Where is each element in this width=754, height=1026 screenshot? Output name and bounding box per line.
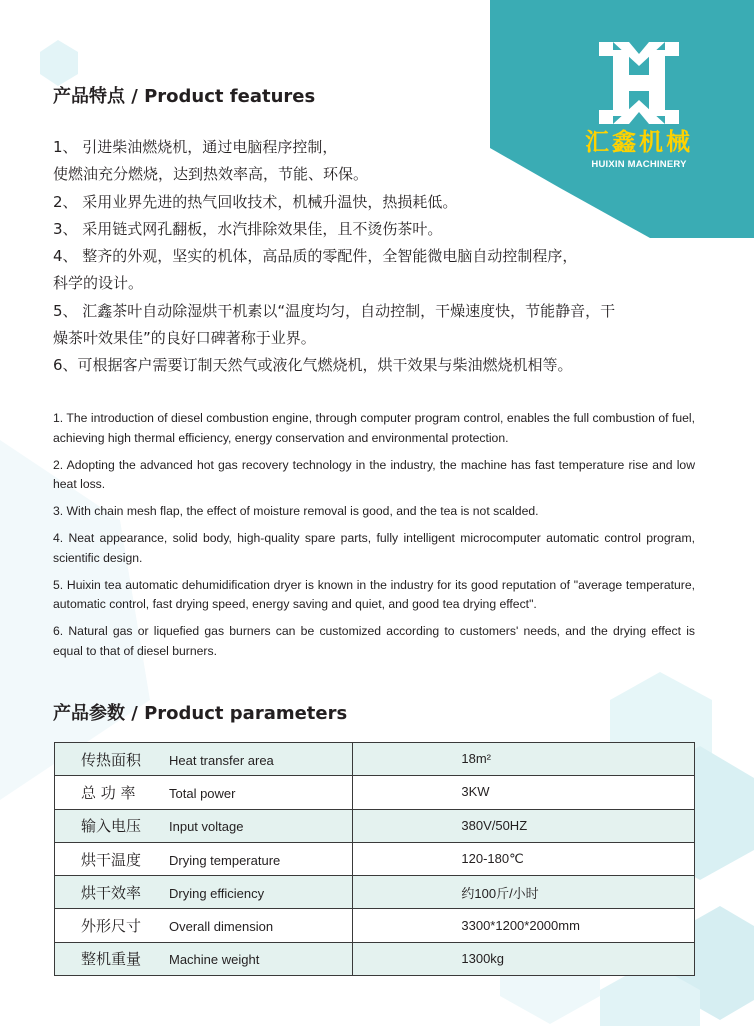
param-en-label: Overall dimension <box>169 919 274 935</box>
feature-cn-line: 使燃油充分燃烧，达到热效率高，节能、环保。 <box>53 165 369 184</box>
features-english-list <box>53 409 695 669</box>
param-label-cell <box>55 743 353 776</box>
table-row <box>55 776 695 809</box>
param-label-cell <box>55 809 353 842</box>
param-cn-label: 烘干效率 <box>81 883 142 902</box>
param-value-cell <box>353 776 695 809</box>
param-value: 18m² <box>461 751 491 767</box>
param-value: 3KW <box>461 784 490 800</box>
param-label-cell <box>55 776 353 809</box>
table-row <box>55 909 695 942</box>
param-value: 3300*1200*2000mm <box>461 917 580 933</box>
param-cn-label: 总 功 率 <box>81 783 136 802</box>
feature-cn-line: 燥茶叶效果佳”的良好口碑著称于业界。 <box>53 329 316 348</box>
features-chinese-list <box>53 134 713 380</box>
feature-en-item: 2. Adopting the advanced hot gas recovery technology in the industry, the machine has fast temperature rise and low heat loss. <box>53 457 695 491</box>
feature-cn-line: 5、 汇鑫茶叶自动除湿烘干机素以“温度均匀，自动控制，干燥速度快，节能静音，干 <box>53 301 616 320</box>
param-cn-label: 外形尺寸 <box>81 917 142 936</box>
param-label-cell <box>55 842 353 875</box>
feature-cn-line: 1、 引进柴油燃烧机，通过电脑程序控制， <box>53 138 338 156</box>
feature-cn-line: 6、可根据客户需要订制天然气或液化气燃烧机，烘干效果与柴油燃烧机相等。 <box>53 356 573 375</box>
logo-english-text: HUIXIN MACHINERY <box>591 159 687 170</box>
param-value: 120-180℃ <box>461 851 524 867</box>
param-value-cell <box>353 876 695 909</box>
table-row <box>55 942 695 975</box>
param-en-label: Machine weight <box>169 952 260 968</box>
param-value: 1300kg <box>461 950 505 966</box>
table-row <box>55 809 695 842</box>
table-row <box>55 842 695 875</box>
feature-en-item: 6. Natural gas or liquefied gas burners can be customized according to customers' needs, and the drying effect is equal to that of diesel burners. <box>53 624 695 658</box>
param-en-label: Drying efficiency <box>169 885 265 901</box>
table-row <box>55 743 695 776</box>
param-cn-label: 烘干温度 <box>81 850 142 869</box>
param-cn-label: 传热面积 <box>81 750 142 769</box>
table-row <box>55 876 695 909</box>
param-cn-label: 整机重量 <box>81 950 142 969</box>
feature-en-item: 1. The introduction of diesel combustion engine, through computer program control, enables the full combustion of fuel, achieving high thermal efficiency, energy conservation and environmental protection. <box>53 411 695 445</box>
feature-cn-line: 2、 采用业界先进的热气回收技术，机械升温快，热损耗低。 <box>53 192 458 211</box>
param-en-label: Heat transfer area <box>169 752 274 768</box>
features-heading: 产品特点 / Product features <box>53 86 316 107</box>
param-value-cell <box>353 942 695 975</box>
param-en-label: Total power <box>169 785 236 801</box>
param-cn-label: 输入电压 <box>81 817 142 836</box>
param-value-cell <box>353 743 695 776</box>
feature-en-item: 4. Neat appearance, solid body, high-quality spare parts, fully intelligent microcomputer automatic control program, scientific design. <box>53 531 695 565</box>
param-label-cell <box>55 876 353 909</box>
param-value: 约100斤/小时 <box>461 885 539 901</box>
feature-cn-line: 3、 采用链式网孔翻板，水汽排除效果佳，且不烫伤茶叶。 <box>53 219 443 238</box>
param-value-cell <box>353 909 695 942</box>
parameters-table <box>54 742 695 976</box>
param-value-cell <box>353 842 695 875</box>
param-value: 380V/50HZ <box>461 817 528 833</box>
feature-cn-line: 4、 整齐的外观，坚实的机体，高品质的零配件，全智能微电脑自动控制程序， <box>53 247 578 266</box>
param-en-label: Drying temperature <box>169 852 281 868</box>
param-label-cell <box>55 942 353 975</box>
feature-en-item: 5. Huixin tea automatic dehumidification dryer is known in the industry for its good reputation of "average temperature, automatic control, fast drying speed, energy saving and quiet, and good tea drying effect". <box>53 577 695 611</box>
param-en-label: Input voltage <box>169 819 244 835</box>
parameters-heading: 产品参数 / Product parameters <box>53 703 348 724</box>
logo-mark-icon <box>599 42 679 124</box>
param-value-cell <box>353 809 695 842</box>
param-label-cell <box>55 909 353 942</box>
logo-chinese-text: 汇鑫机械 <box>585 128 693 156</box>
feature-en-item: 3. With chain mesh flap, the effect of moisture removal is good, and the tea is not scalded. <box>53 504 539 518</box>
feature-cn-line: 科学的设计。 <box>53 274 144 293</box>
